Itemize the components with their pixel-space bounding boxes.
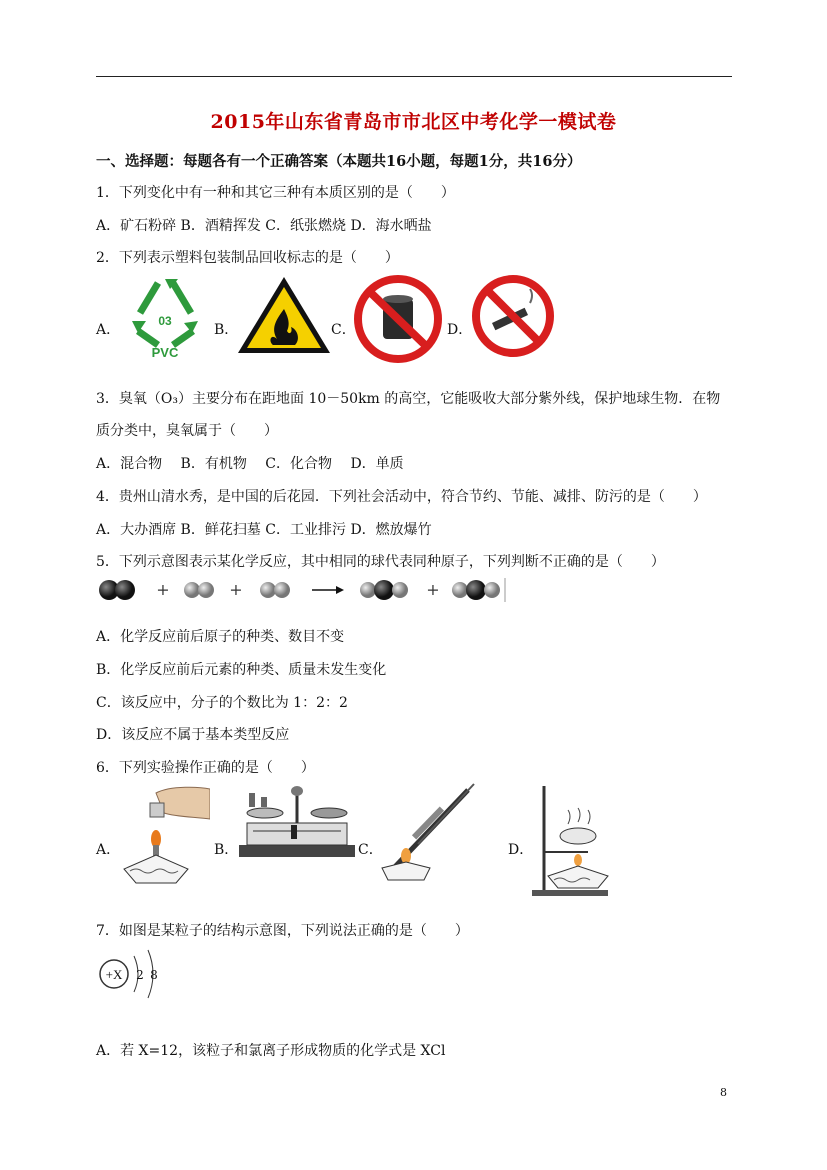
- recycle-text: PVC: [151, 345, 179, 359]
- question-3-stem-line-2: 质分类中，臭氧属于（ ）: [96, 423, 278, 439]
- question-5-option-a: A．化学反应前后原子的种类、数目不变: [96, 629, 345, 645]
- option-c-label: C．: [331, 322, 356, 338]
- question-3-stem-line-1: 3．臭氧（O₃）主要分布在距地面 10－50km 的高空，它能吸收大部分紫外线，保护地球生物．在物: [96, 391, 721, 407]
- option-b-label: B．: [214, 842, 239, 858]
- no-barrel-sign-icon: [351, 273, 446, 365]
- question-5-stem: 5．下列示意图表示某化学反应，其中相同的球代表同种原子，下列判断不正确的是（ ）: [96, 554, 665, 570]
- page-number: 8: [720, 1086, 727, 1099]
- option-d-label: D．: [508, 842, 534, 858]
- question-3-options: A．混合物 B．有机物 C．化合物 D．单质: [96, 456, 404, 472]
- question-6-stem: 6．下列实验操作正确的是（ ）: [96, 760, 315, 776]
- question-5-option-b: B．化学反应前后元素的种类、质量未发生变化: [96, 662, 387, 678]
- question-7-option-a: A．若 X=12，该粒子和氯离子形成物质的化学式是 XCl: [96, 1043, 446, 1059]
- plus-sign: +: [156, 580, 170, 599]
- flammable-warning-icon: [235, 273, 333, 357]
- question-2-stem: 2．下列表示塑料包装制品回收标志的是（ ）: [96, 250, 399, 266]
- document-title: 2015年山东省青岛市市北区中考化学一模试卷: [210, 111, 617, 133]
- plus-sign: +: [426, 580, 440, 599]
- option-d-label: D．: [447, 322, 473, 338]
- question-1-options: A．矿石粉碎 B．酒精挥发 C．纸张燃烧 D．海水晒盐: [96, 218, 432, 234]
- lighting-alcohol-lamp-image: [116, 783, 210, 887]
- nucleus-label: +X: [105, 967, 123, 982]
- shell-1-electrons: 2: [136, 968, 144, 982]
- question-1-stem: 1．下列变化中有一种和其它三种有本质区别的是（ ）: [96, 185, 455, 201]
- option-b-label: B．: [214, 322, 239, 338]
- recycle-code: 03: [158, 314, 172, 328]
- reaction-diagram: [96, 576, 508, 604]
- heating-test-tube-image: [378, 780, 484, 884]
- option-a-label: A．: [96, 842, 121, 858]
- balance-scale-image: [237, 783, 357, 859]
- option-a-label: A．: [96, 322, 121, 338]
- shell-2-electrons: 8: [150, 968, 158, 982]
- option-c-label: C．: [358, 842, 383, 858]
- question-7-stem: 7．如图是某粒子的结构示意图，下列说法正确的是（ ）: [96, 923, 469, 939]
- plus-sign: +: [229, 580, 243, 599]
- no-smoking-sign-icon: [468, 273, 558, 359]
- question-4-stem: 4．贵州山清水秀，是中国的后花园．下列社会活动中，符合节约、节能、减排、防污的是（ ）: [96, 489, 707, 505]
- header-rule: [96, 76, 732, 77]
- section-heading: 一、选择题：每题各有一个正确答案（本题共16小题，每题1分，共16分）: [96, 153, 582, 170]
- question-5-option-d: D．该反应不属于基本类型反应: [96, 727, 290, 743]
- heating-beaker-image: [528, 780, 610, 898]
- question-4-options: A．大办酒席 B．鲜花扫墓 C．工业排污 D．燃放爆竹: [96, 522, 432, 538]
- atom-structure-diagram: [96, 946, 166, 1002]
- question-5-option-c: C．该反应中，分子的个数比为 1：2：2: [96, 695, 348, 711]
- recycle-symbol-image: [118, 273, 213, 359]
